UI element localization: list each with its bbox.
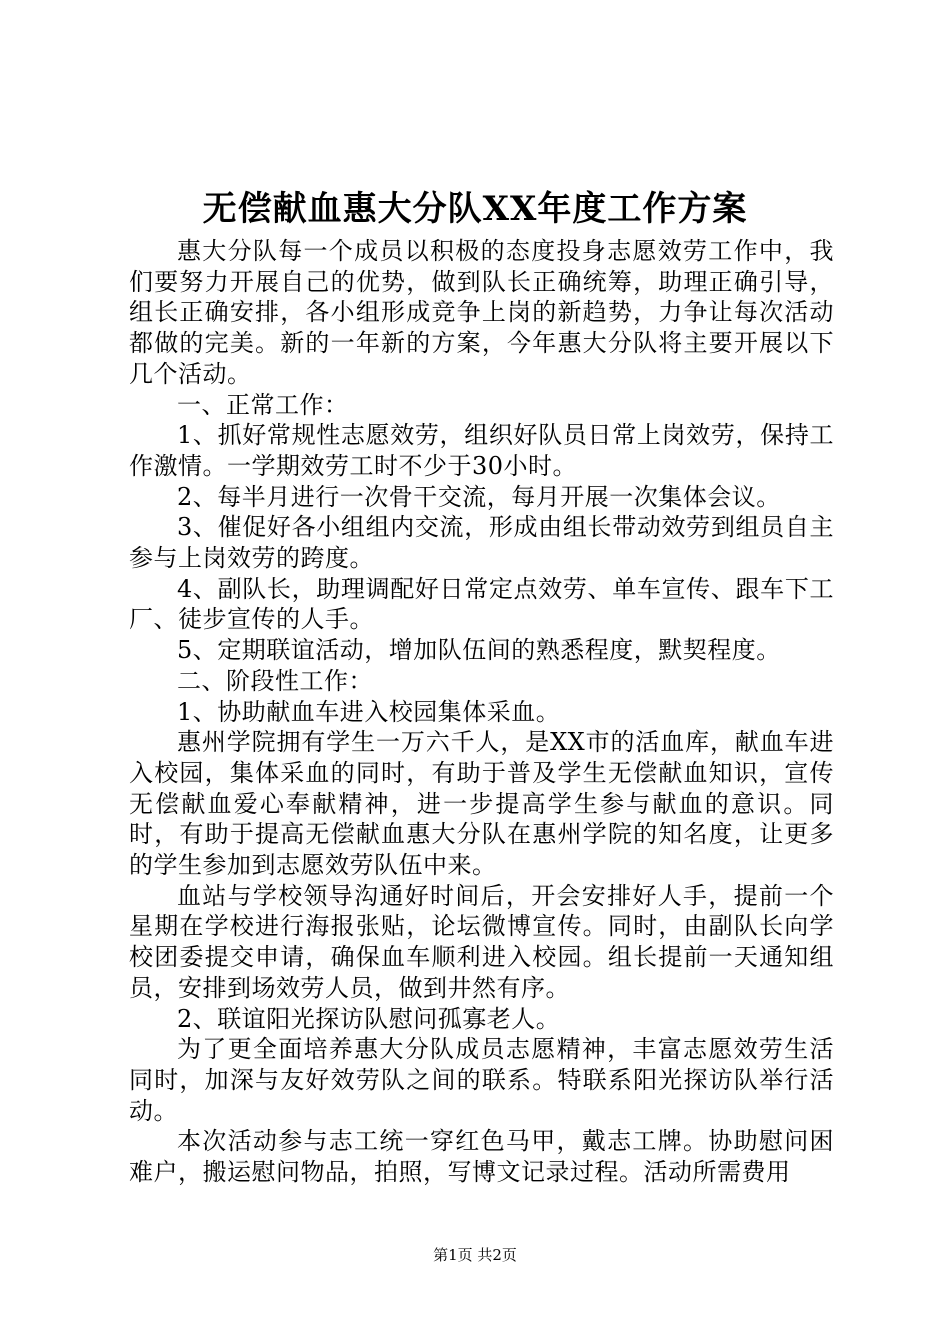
list-item: 5、定期联谊活动，增加队伍间的熟悉程度，默契程度。 bbox=[177, 636, 781, 665]
list-item: 4、副队长，助理调配好日常定点效劳、单车宣传、跟车下工厂、徒步宣传的人手。 bbox=[129, 574, 834, 634]
paragraph: 本次活动参与志工统一穿红色马甲，戴志工牌。协助慰问困难户，搬运慰问物品，拍照，写博文记录过程。活动所需费用 bbox=[129, 1127, 834, 1187]
list-item: 1、抓好常规性志愿效劳，组织好队员日常上岗效劳，保持工作激情。一学期效劳工时不少于30小时。 bbox=[129, 421, 834, 480]
list-item: 2、每半月进行一次骨干交流，每月开展一次集体会议。 bbox=[177, 482, 781, 511]
page-footer: 第1页 共2页 bbox=[433, 1246, 517, 1264]
paragraph: 惠州学院拥有学生一万六千人，是XX市的活血库，献血车进入校园，集体采血的同时，有助于普及学生无偿献血知识，宣传无偿献血爱心奉献精神，进一步提高学生参与献血的意识。同时，有助于提高无偿献血惠大分队在惠州学院的知名度，让更多的学生参加到志愿效劳队伍中来。 bbox=[129, 728, 834, 880]
document-title: 无偿献血惠大分队XX年度工作方案 bbox=[202, 189, 748, 229]
section-heading: 二、阶段性工作： bbox=[177, 666, 373, 695]
document-body bbox=[129, 236, 834, 1188]
paragraph: 为了更全面培养惠大分队成员志愿精神，丰富志愿效劳生活同时，加深与友好效劳队之间的联系。特联系阳光探访队举行活动。 bbox=[129, 1035, 834, 1125]
list-item: 3、催促好各小组组内交流，形成由组长带动效劳到组员自主参与上岗效劳的跨度。 bbox=[129, 513, 834, 573]
section-heading: 一、正常工作： bbox=[177, 390, 349, 419]
paragraph: 惠大分队每一个成员以积极的态度投身志愿效劳工作中，我们要努力开展自己的优势，做到队长正确统筹，助理正确引导，组长正确安排，各小组形成竞争上岗的新趋势，力争让每次活动都做的完美。新的一年新的方案，今年惠大分队将主要开展以下几个活动。 bbox=[129, 237, 834, 388]
list-item: 2、联谊阳光探访队慰问孤寡老人。 bbox=[177, 1004, 561, 1033]
paragraph: 血站与学校领导沟通好时间后，开会安排好人手，提前一个星期在学校进行海报张贴，论坛微博宣传。同时，由副队长向学校团委提交申请，确保血车顺利进入校园。组长提前一天通知组员，安排到场效劳人员，做到井然有序。 bbox=[129, 881, 834, 1002]
list-item: 1、协助献血车进入校园集体采血。 bbox=[177, 697, 561, 726]
